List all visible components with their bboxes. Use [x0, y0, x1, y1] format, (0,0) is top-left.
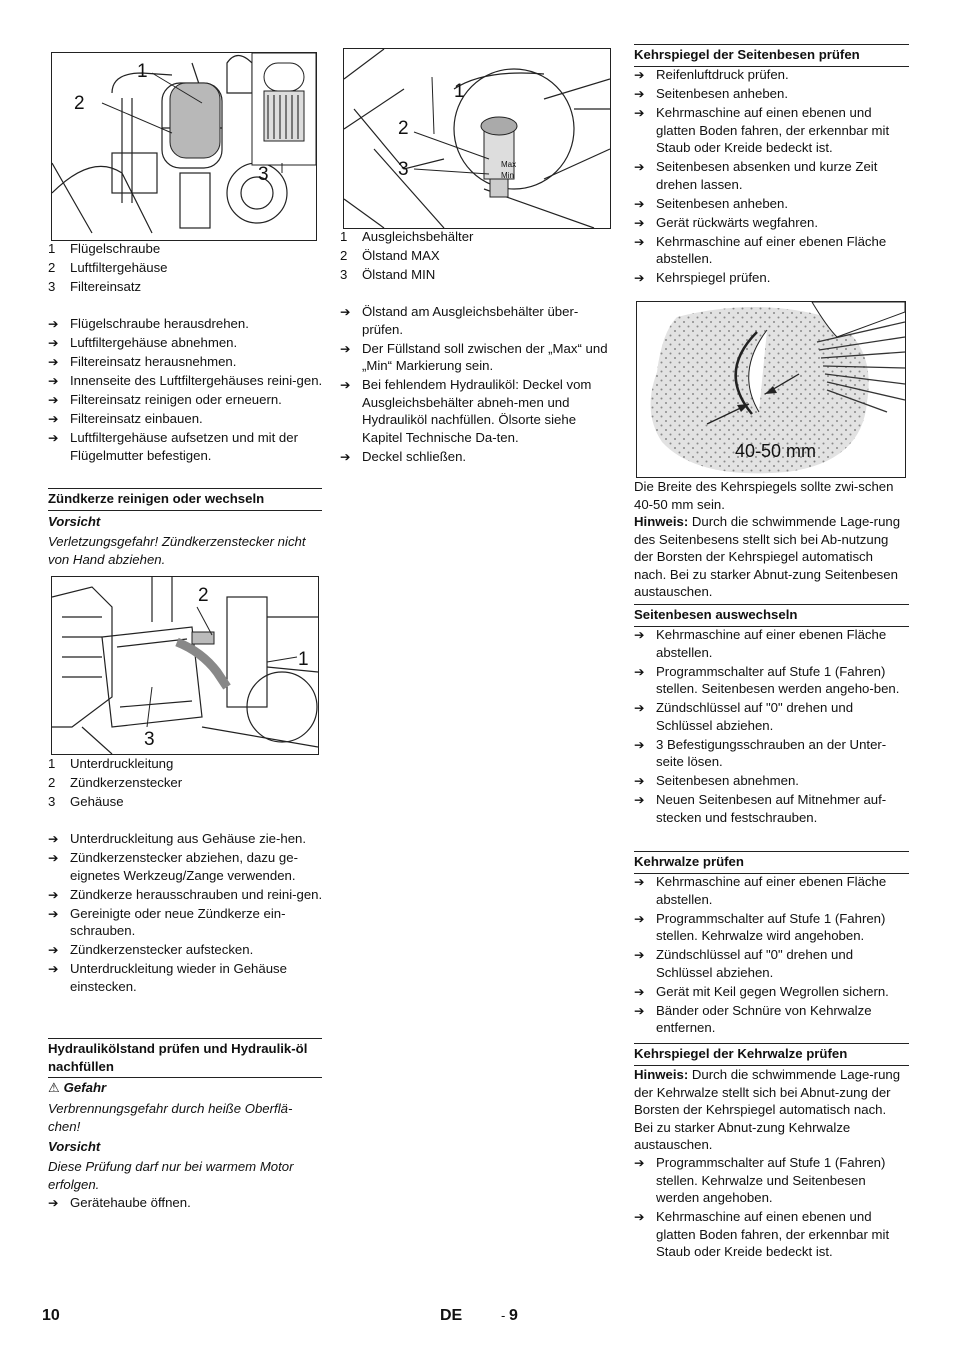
legend-row: 1 Ausgleichsbehälter: [340, 229, 474, 244]
step-item: ➔ Unterdruckleitung aus Gehäuse zie-hen.: [48, 830, 323, 848]
steps-spark-plug: [48, 830, 323, 997]
legend-row: 2 Ölstand MAX: [340, 248, 440, 263]
steps-replace-side-broom: [634, 626, 910, 828]
callout-3: 3: [398, 159, 409, 180]
sub-page-number: 9: [509, 1307, 518, 1324]
step-item: ➔ Neuen Seitenbesen auf Mitnehmer auf-stecken und festschrauben.: [634, 791, 910, 826]
section-heading-side-broom-check: Kehrspiegel der Seitenbesen prüfen: [634, 44, 909, 67]
step-item: ➔ Filtereinsatz einbauen.: [48, 410, 323, 428]
step-item: ➔ Bänder oder Schnüre von Kehrwalze entfernen.: [634, 1002, 910, 1037]
legend-row: 2 Luftfiltergehäuse: [48, 260, 168, 275]
step-item: ➔ 3 Befestigungsschrauben an der Unter-seite lösen.: [634, 736, 910, 771]
sweep-width-label: 40-50 mm: [735, 441, 817, 461]
step-item: ➔ Filtereinsatz herausnehmen.: [48, 353, 323, 371]
note-main-broom: Hinweis: Durch die schwimmende Lage-rung der Kehrwalze stellt sich bei Abnut-zung der Borsten der Kehrspiegel automatisch nach. Bei zu starker Abnut-zung Kehrwalze austauschen.: [634, 1067, 901, 1152]
step-item: ➔ Deckel schließen.: [340, 448, 615, 466]
step-item: ➔ Zündschlüssel auf "0" drehen und Schlüssel abziehen.: [634, 699, 910, 734]
step-item: ➔ Gereinigte oder neue Zündkerze ein-schrauben.: [48, 905, 323, 940]
legend-row: 3 Gehäuse: [48, 794, 124, 809]
step-item: ➔ Gerät rückwärts wegfahren.: [634, 214, 910, 232]
step-item: ➔ Kehrmaschine auf einer ebenen Fläche abstellen.: [634, 873, 910, 908]
step-item: ➔ Programmschalter auf Stufe 1 (Fahren) stellen. Seitenbesen werden angeho-ben.: [634, 663, 910, 698]
step-item: ➔ Programmschalter auf Stufe 1 (Fahren) stellen. Kehrwalze und Seitenbesen werden angehoben.: [634, 1154, 910, 1207]
figure-spark-plug: [51, 576, 319, 755]
step-item: ➔ Ölstand am Ausgleichsbehälter über-prüfen.: [340, 303, 615, 338]
caution-text-2: Diese Prüfung darf nur bei warmem Motor erfolgen.: [48, 1159, 294, 1192]
steps-hydraulic: [340, 303, 615, 467]
callout-1: 1: [137, 61, 148, 82]
legend-row: 3 Filtereinsatz: [48, 279, 142, 294]
callout-2: 2: [74, 93, 85, 114]
callout-2: 2: [198, 585, 209, 606]
step-item: ➔ Gerätehaube öffnen.: [48, 1194, 323, 1212]
steps-main-broom-check: [634, 873, 910, 1038]
legend-row: 1 Flügelschraube: [48, 241, 161, 256]
step-item: ➔ Flügelschraube herausdrehen.: [48, 315, 323, 333]
callout-2: 2: [398, 118, 409, 139]
section-heading-main-broom-pattern: Kehrspiegel der Kehrwalze prüfen: [634, 1043, 909, 1066]
caution-label-2: Vorsicht: [48, 1139, 101, 1154]
danger-label: ⚠ Gefahr: [48, 1080, 107, 1096]
callout-1: 1: [298, 649, 309, 670]
steps-hydraulic-col1: [48, 1194, 323, 1213]
legend-air-filter: [48, 240, 323, 297]
step-item: ➔ Kehrspiegel prüfen.: [634, 269, 910, 287]
step-item: ➔ Luftfiltergehäuse aufsetzen und mit der Flügelmutter befestigen.: [48, 429, 323, 464]
tank-min-label: Min: [501, 171, 514, 180]
callout-3: 3: [144, 729, 155, 750]
danger-text: Verbrennungsgefahr durch heiße Oberflä-chen!: [48, 1101, 293, 1134]
air-filter-illustration: [52, 53, 316, 240]
warning-triangle-icon: ⚠: [48, 1081, 60, 1096]
step-item: ➔ Innenseite des Luftfiltergehäuses reini-gen.: [48, 372, 323, 390]
legend-hydraulic-tank: [340, 228, 615, 285]
step-item: ➔ Seitenbesen abnehmen.: [634, 772, 910, 790]
legend-spark-plug: [48, 755, 323, 812]
step-item: ➔ Gerät mit Keil gegen Wegrollen sichern.: [634, 983, 910, 1001]
legend-row: 3 Ölstand MIN: [340, 267, 436, 282]
hydraulic-tank-illustration: [344, 49, 610, 228]
step-item: ➔ Zündkerzenstecker aufstecken.: [48, 941, 323, 959]
step-item: ➔ Reifenluftdruck prüfen.: [634, 66, 910, 84]
note-side-broom: Hinweis: Durch die schwimmende Lage-rung des Seitenbesens stellt sich bei Ab-nutzung der Borsten der Kehrspiegel automatisch nach. Bei zu starker Abnut-zung Seitenbesen austauschen.: [634, 514, 901, 599]
note-label: Hinweis:: [634, 514, 689, 529]
callout-3: 3: [258, 164, 269, 185]
step-item: ➔ Seitenbesen anheben.: [634, 195, 910, 213]
step-item: ➔ Programmschalter auf Stufe 1 (Fahren) stellen. Kehrwalze wird angehoben.: [634, 910, 910, 945]
step-item: ➔ Kehrmaschine auf einen ebenen und glatten Boden fahren, der erkennbar mit Staub oder Kreide bedeckt ist.: [634, 1208, 910, 1261]
section-heading-replace-side-broom: Seitenbesen auswechseln: [634, 604, 909, 627]
page-separator: -: [501, 1308, 506, 1323]
step-item: ➔ Bei fehlendem Hydrauliköl: Deckel vom Ausgleichsbehälter abneh-men und Hydrauliköl nachfüllen. Ölsorte siehe Kapitel Technische Da-ten.: [340, 376, 615, 446]
section-heading-hydraulic: Hydraulikölstand prüfen und Hydraulik-öl nachfüllen: [48, 1038, 322, 1078]
step-item: ➔ Kehrmaschine auf einer ebenen Fläche abstellen.: [634, 626, 910, 661]
section-heading-main-broom-check: Kehrwalze prüfen: [634, 851, 909, 874]
figure-sweep-pattern: [636, 301, 906, 478]
step-item: ➔ Kehrmaschine auf einer ebenen Fläche abstellen.: [634, 233, 910, 268]
steps-side-broom-check: [634, 66, 910, 288]
step-item: ➔ Zündkerzenstecker abziehen, dazu ge-eignetes Werkzeug/Zange verwenden.: [48, 849, 323, 884]
step-item: ➔ Luftfiltergehäuse abnehmen.: [48, 334, 323, 352]
sweep-width-text: Die Breite des Kehrspiegels sollte zwi-schen 40-50 mm sein.: [634, 479, 894, 512]
step-item: ➔ Zündschlüssel auf "0" drehen und Schlüssel abziehen.: [634, 946, 910, 981]
section-heading-spark-plug: Zündkerze reinigen oder wechseln: [48, 488, 322, 511]
language-code: DE: [440, 1307, 463, 1324]
step-item: ➔ Zündkerze herausschrauben und reini-gen.: [48, 886, 323, 904]
callout-1: 1: [454, 81, 465, 102]
figure-air-filter: [51, 52, 317, 241]
figure-hydraulic-tank: [343, 48, 611, 229]
step-item: ➔ Unterdruckleitung wieder in Gehäuse einstecken.: [48, 960, 323, 995]
sweep-pattern-illustration: [637, 302, 905, 477]
caution-text: Verletzungsgefahr! Zündkerzenstecker nicht von Hand abziehen.: [48, 534, 306, 567]
spark-plug-illustration: [52, 577, 318, 754]
legend-row: 1 Unterdruckleitung: [48, 756, 174, 771]
steps-air-filter: [48, 315, 323, 466]
page-number: 10: [42, 1307, 60, 1324]
caution-label: Vorsicht: [48, 514, 101, 529]
step-item: ➔ Seitenbesen absenken und kurze Zeit drehen lassen.: [634, 158, 910, 193]
step-item: ➔ Filtereinsatz reinigen oder erneuern.: [48, 391, 323, 409]
note-label: Hinweis:: [634, 1067, 689, 1082]
step-item: ➔ Der Füllstand soll zwischen der „Max“ und „Min“ Markierung sein.: [340, 340, 615, 375]
steps-main-broom-pattern: [634, 1154, 910, 1262]
tank-max-label: Max: [501, 160, 517, 169]
step-item: ➔ Kehrmaschine auf einen ebenen und glatten Boden fahren, der erkennbar mit Staub oder Kreide bedeckt ist.: [634, 104, 910, 157]
step-item: ➔ Seitenbesen anheben.: [634, 85, 910, 103]
legend-row: 2 Zündkerzenstecker: [48, 775, 183, 790]
